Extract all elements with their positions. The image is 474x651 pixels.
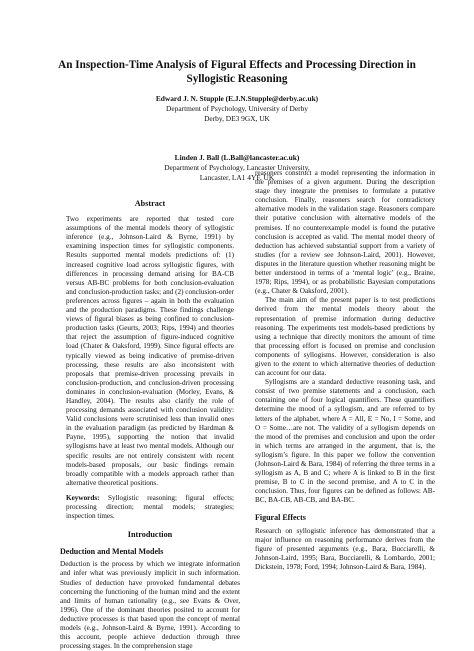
author-affiliation: Department of Psychology, University of Derby: [166, 104, 308, 113]
author-name: Linden J. Ball (L.Ball@lancaster.ac.uk): [174, 153, 300, 162]
body-paragraph: Syllogisms are a standard deductive reasoning task, and consist of two premise statements and a conclusion, each containing one of four logical quantifiers. These quantifiers determine the mood of a syllogism, and are referred to by letters of the alphabet, where A = All, E = No, I = Some, and O = Some…are not. The validity of a syllogism depends on the mood of the premises and conclusion and upon the order in which terms are arranged in the argument, that is, the syllogism’s figure. In this paper we follow the convention (Johnson-Laird & Bara, 1984) of referring the three terms in a syllogism as A, B and C; where A is linked to B in the first premise, B to C in the second premise, and A to C in the conclusion. Thus, four figures can be defined as follows: AB-BC, BA-CB, AB-CB, and BA-BC.: [255, 378, 435, 505]
left-column: [60, 199, 240, 651]
author-address: Lancaster, LA1 4YF, UK: [199, 173, 275, 182]
body-paragraph: reasoners construct a model representing the information in the premises of a given argument. During the description stage they integrate the premises to formulate a putative conclusion. Finally, reasoners search for contradictory alternative models in the validation stage. Reasoners compare their putative conclusion with alternative models of the premises. If no counterexample model is found the putative conclusion is accepted as valid. The mental model theory of deduction has achieved substantial support from a variety of studies (for a review see Johnson-Laird, 2001). However, disputes in the literature question whether reasoning might be better understood in terms of a ‘mental logic’ (e.g., Braine, 1978; Rips, 1994), or as probabilistic Bayesian computations (e.g., Chater & Oaksford, 2001).: [255, 169, 435, 296]
author-name: Edward J. N. Stupple (E.J.N.Stupple@derby.ac.uk): [155, 94, 319, 103]
paper-title: [30, 58, 444, 86]
author-address: Derby, DE3 9GX, UK: [204, 114, 270, 123]
title-line-2: Syllogistic Reasoning: [186, 73, 288, 85]
abstract-text: Two experiments are reported that tested core assumptions of the mental models theory of syllogistic inference (e.g., Johnson-Laird & Byrne, 1991) by examining inspection times for syllogistic components. Results supported mental models predictions of: (1) increased cognitive load across syllogistic figures, with differences in processing demand arising for BA-CB versus AB-BC problems for both conclusion-evaluation and conclusion-production tasks; and (2) conclusion-order preferences across figures – again in both the evaluation and the production paradigms. These findings challenge views of figural biases as being confined to conclusion-production tasks (Geurts, 2003; Rips, 1994) and theories that reject the assumption of figure-induced cognitive load (Chater & Oaksford, 1999). Since figural effects are typically viewed as being indicative of premise-driven processing, these results are also inconsistent with proposals that premise-driven processing prevails in conclusion-production, and conclusion-driven processing dominates in conclusion-evaluation (Morley, Evans, & Handley, 2004). The results also clarify the role of processing demands associated with conclusion validity: Valid conclusions were scrutinised less than invalid ones in the evaluation paradigm (as predicted by Hardman & Payne, 1995), supporting the notion that invalid syllogisms have at least two mental models. Although our specific results are not entirely consistent with recent models-based proposals, our basic findings remain broadly compatible with a models approach rather than alternative theoretical positions.: [66, 215, 234, 487]
keywords: [66, 494, 234, 521]
body-paragraph: Deduction is the process by which we integrate information and infer what was previously implicit in such information. Studies of deduction have provoked fundamental debates concerning the functioning of the human mind and the extent and limits of human rationality (e.g., see Evans & Over, 1996). One of the dominant theories posited to account for deductive processes is that based upon the concept of mental models (e.g., Johnson-Laird & Byrne, 1991). According to this account, people achieve deduction through three processing stages. In the comprehension stage: [60, 560, 240, 651]
keywords-text: Syllogistic reasoning; figural effects; processing direction; mental models; strategies; inspection times.: [66, 493, 234, 521]
title-line-1: An Inspection-Time Analysis of Figural Effects and Processing Direction in: [58, 59, 416, 71]
body-paragraph: The main aim of the present paper is to test predictions derived from the mental models theory about the representation of premise information during deductive reasoning. The experiments test models-based predictions by using a technique that directly monitors the amount of time that processing effort is focused on premise and conclusion components of syllogisms. However, consideration is also given to the extent to which alternative theories of deduction can account for our data.: [255, 296, 435, 378]
abstract-heading: Abstract: [134, 199, 166, 208]
author-block-1: [60, 94, 414, 124]
section-heading-figural-effects: Figural Effects: [255, 513, 306, 523]
right-column: [255, 169, 435, 572]
keywords-label: Keywords:: [66, 493, 100, 502]
section-heading-deduction: Deduction and Mental Models: [60, 547, 164, 557]
introduction-heading: Introduction: [127, 530, 173, 540]
body-paragraph: Research on syllogistic inference has demonstrated that a major influence on reasoning performance derives from the figure of presented arguments (e.g., Bara, Bucciarelli, & Johnson-Laird, 1995; Bara, Bucciarelli, & Lombardo, 2001; Dickstein, 1978; Ford, 1994; Johnson-Laird & Bara, 1984).: [255, 526, 435, 571]
author-affiliation: Department of Psychology, Lancaster University,: [164, 163, 310, 172]
